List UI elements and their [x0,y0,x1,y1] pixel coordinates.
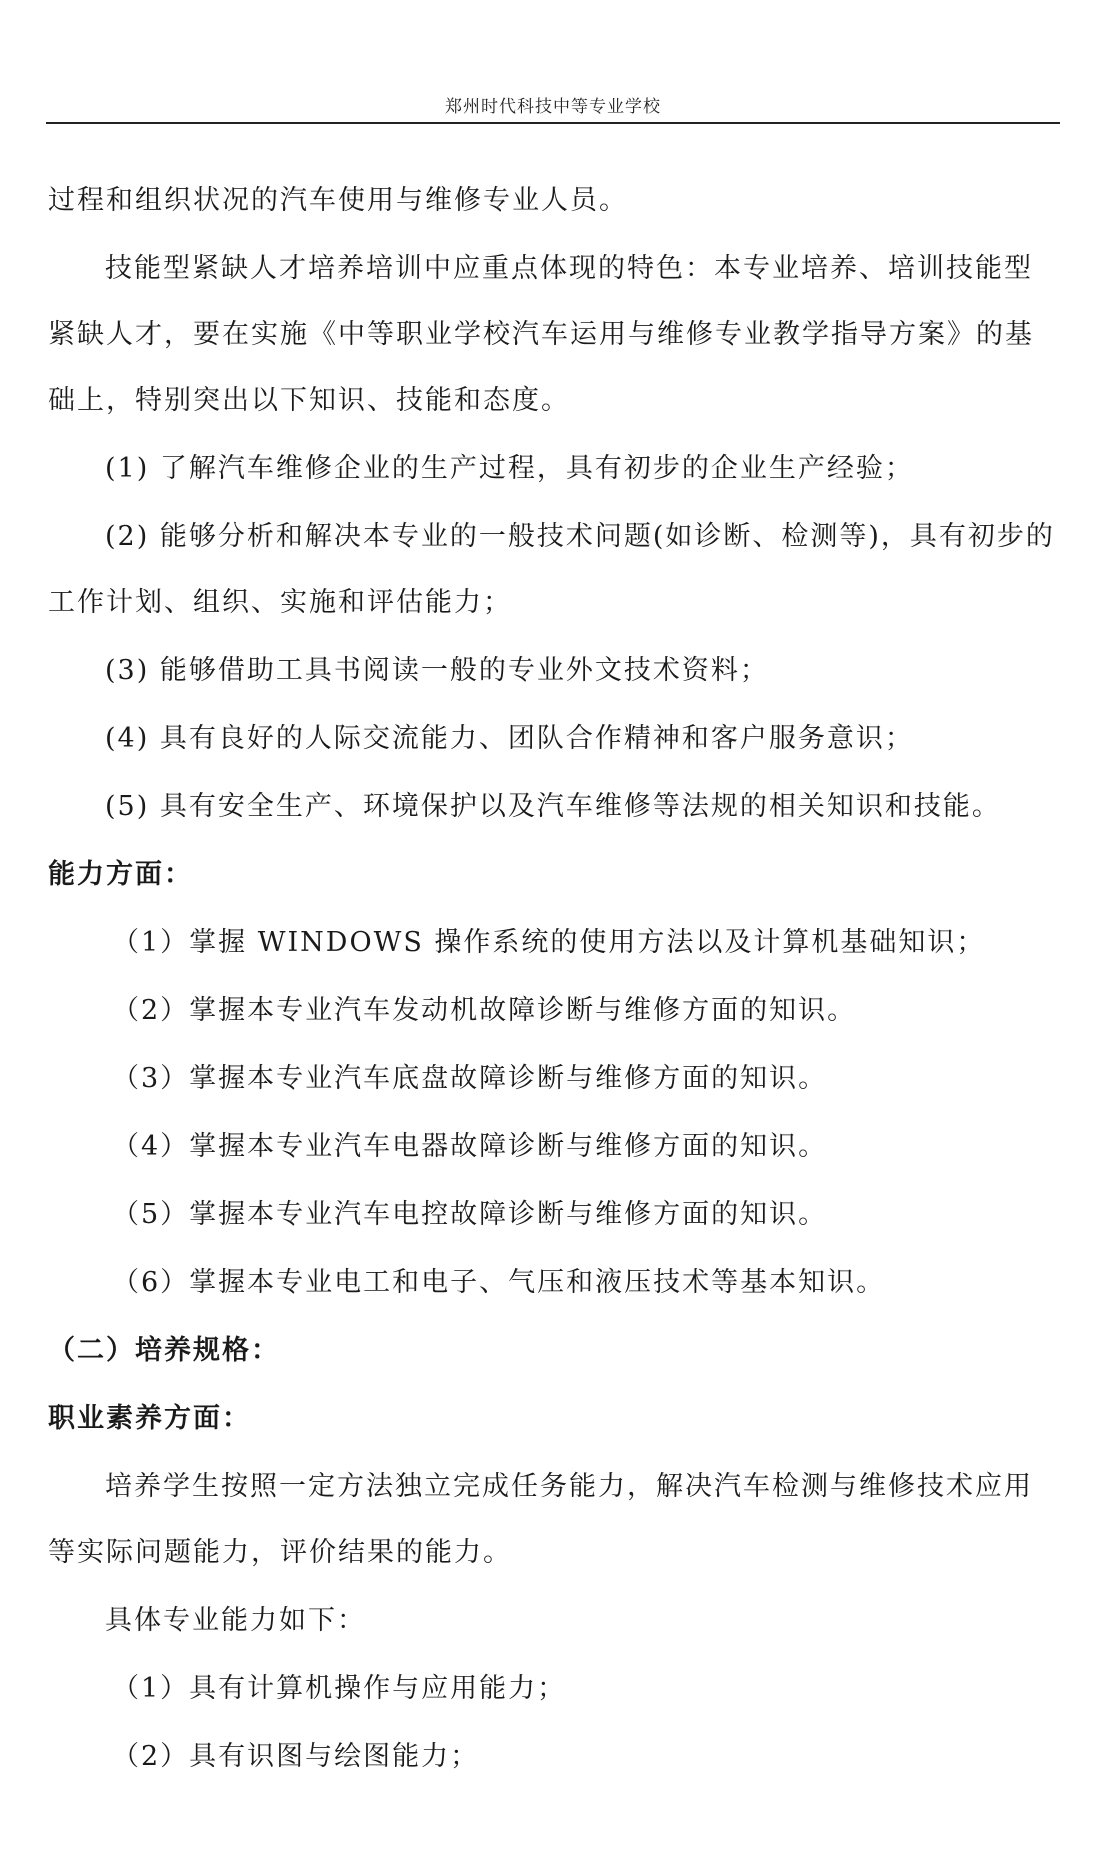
specific-intro: 具体专业能力如下： [105,1605,366,1636]
quality-paragraph: 培养学生按照一定方法独立完成任务能力，解决汽车检测与维修技术应用等实际问题能力，评价结果的能力。 [48,1471,1033,1568]
feature-item-5: (5) 具有安全生产、环境保护以及汽车维修等法规的相关知识和技能。 [105,791,1001,822]
ability-item-3: （3）掌握本专业汽车底盘故障诊断与维修方面的知识。 [112,1063,828,1094]
ability-item-1: （1）掌握 WINDOWS 操作系统的使用方法以及计算机基础知识； [112,927,986,958]
feature-item-4: (4) 具有良好的人际交流能力、团队合作精神和客户服务意识； [105,723,914,754]
feature-paragraph: 技能型紧缺人才培养培训中应重点体现的特色：本专业培养、培训技能型紧缺人才，要在实施《中等职业学校汽车运用与维修专业教学指导方案》的基础上，特别突出以下知识、技能和态度。 [48,253,1034,416]
feature-item-1: (1) 了解汽车维修企业的生产过程，具有初步的企业生产经验； [105,453,914,484]
ability-item-6: （6）掌握本专业电工和电子、气压和液压技术等基本知识。 [112,1267,886,1298]
feature-item-2: (2) 能够分析和解决本专业的一般技术问题(如诊断、检测等)，具有初步的工作计划、组织、实施和评估能力； [48,521,1055,618]
header-rule [46,122,1060,124]
ability-item-5: （5）掌握本专业汽车电控故障诊断与维修方面的知识。 [112,1199,828,1230]
continuation-paragraph: 过程和组织状况的汽车使用与维修专业人员。 [48,185,628,216]
feature-item-3: (3) 能够借助工具书阅读一般的专业外文技术资料； [105,655,769,686]
ability-heading: 能力方面： [48,859,193,890]
page-header: 郑州时代科技中等专业学校 [445,97,661,117]
specific-item-1: （1）具有计算机操作与应用能力； [112,1673,567,1704]
page-content [48,168,1056,1790]
quality-heading: 职业素养方面： [48,1403,251,1434]
spec-heading: （二）培养规格： [48,1335,280,1366]
ability-item-2: （2）掌握本专业汽车发动机故障诊断与维修方面的知识。 [112,995,857,1026]
specific-item-2: （2）具有识图与绘图能力； [112,1741,480,1772]
ability-item-4: （4）掌握本专业汽车电器故障诊断与维修方面的知识。 [112,1131,828,1162]
